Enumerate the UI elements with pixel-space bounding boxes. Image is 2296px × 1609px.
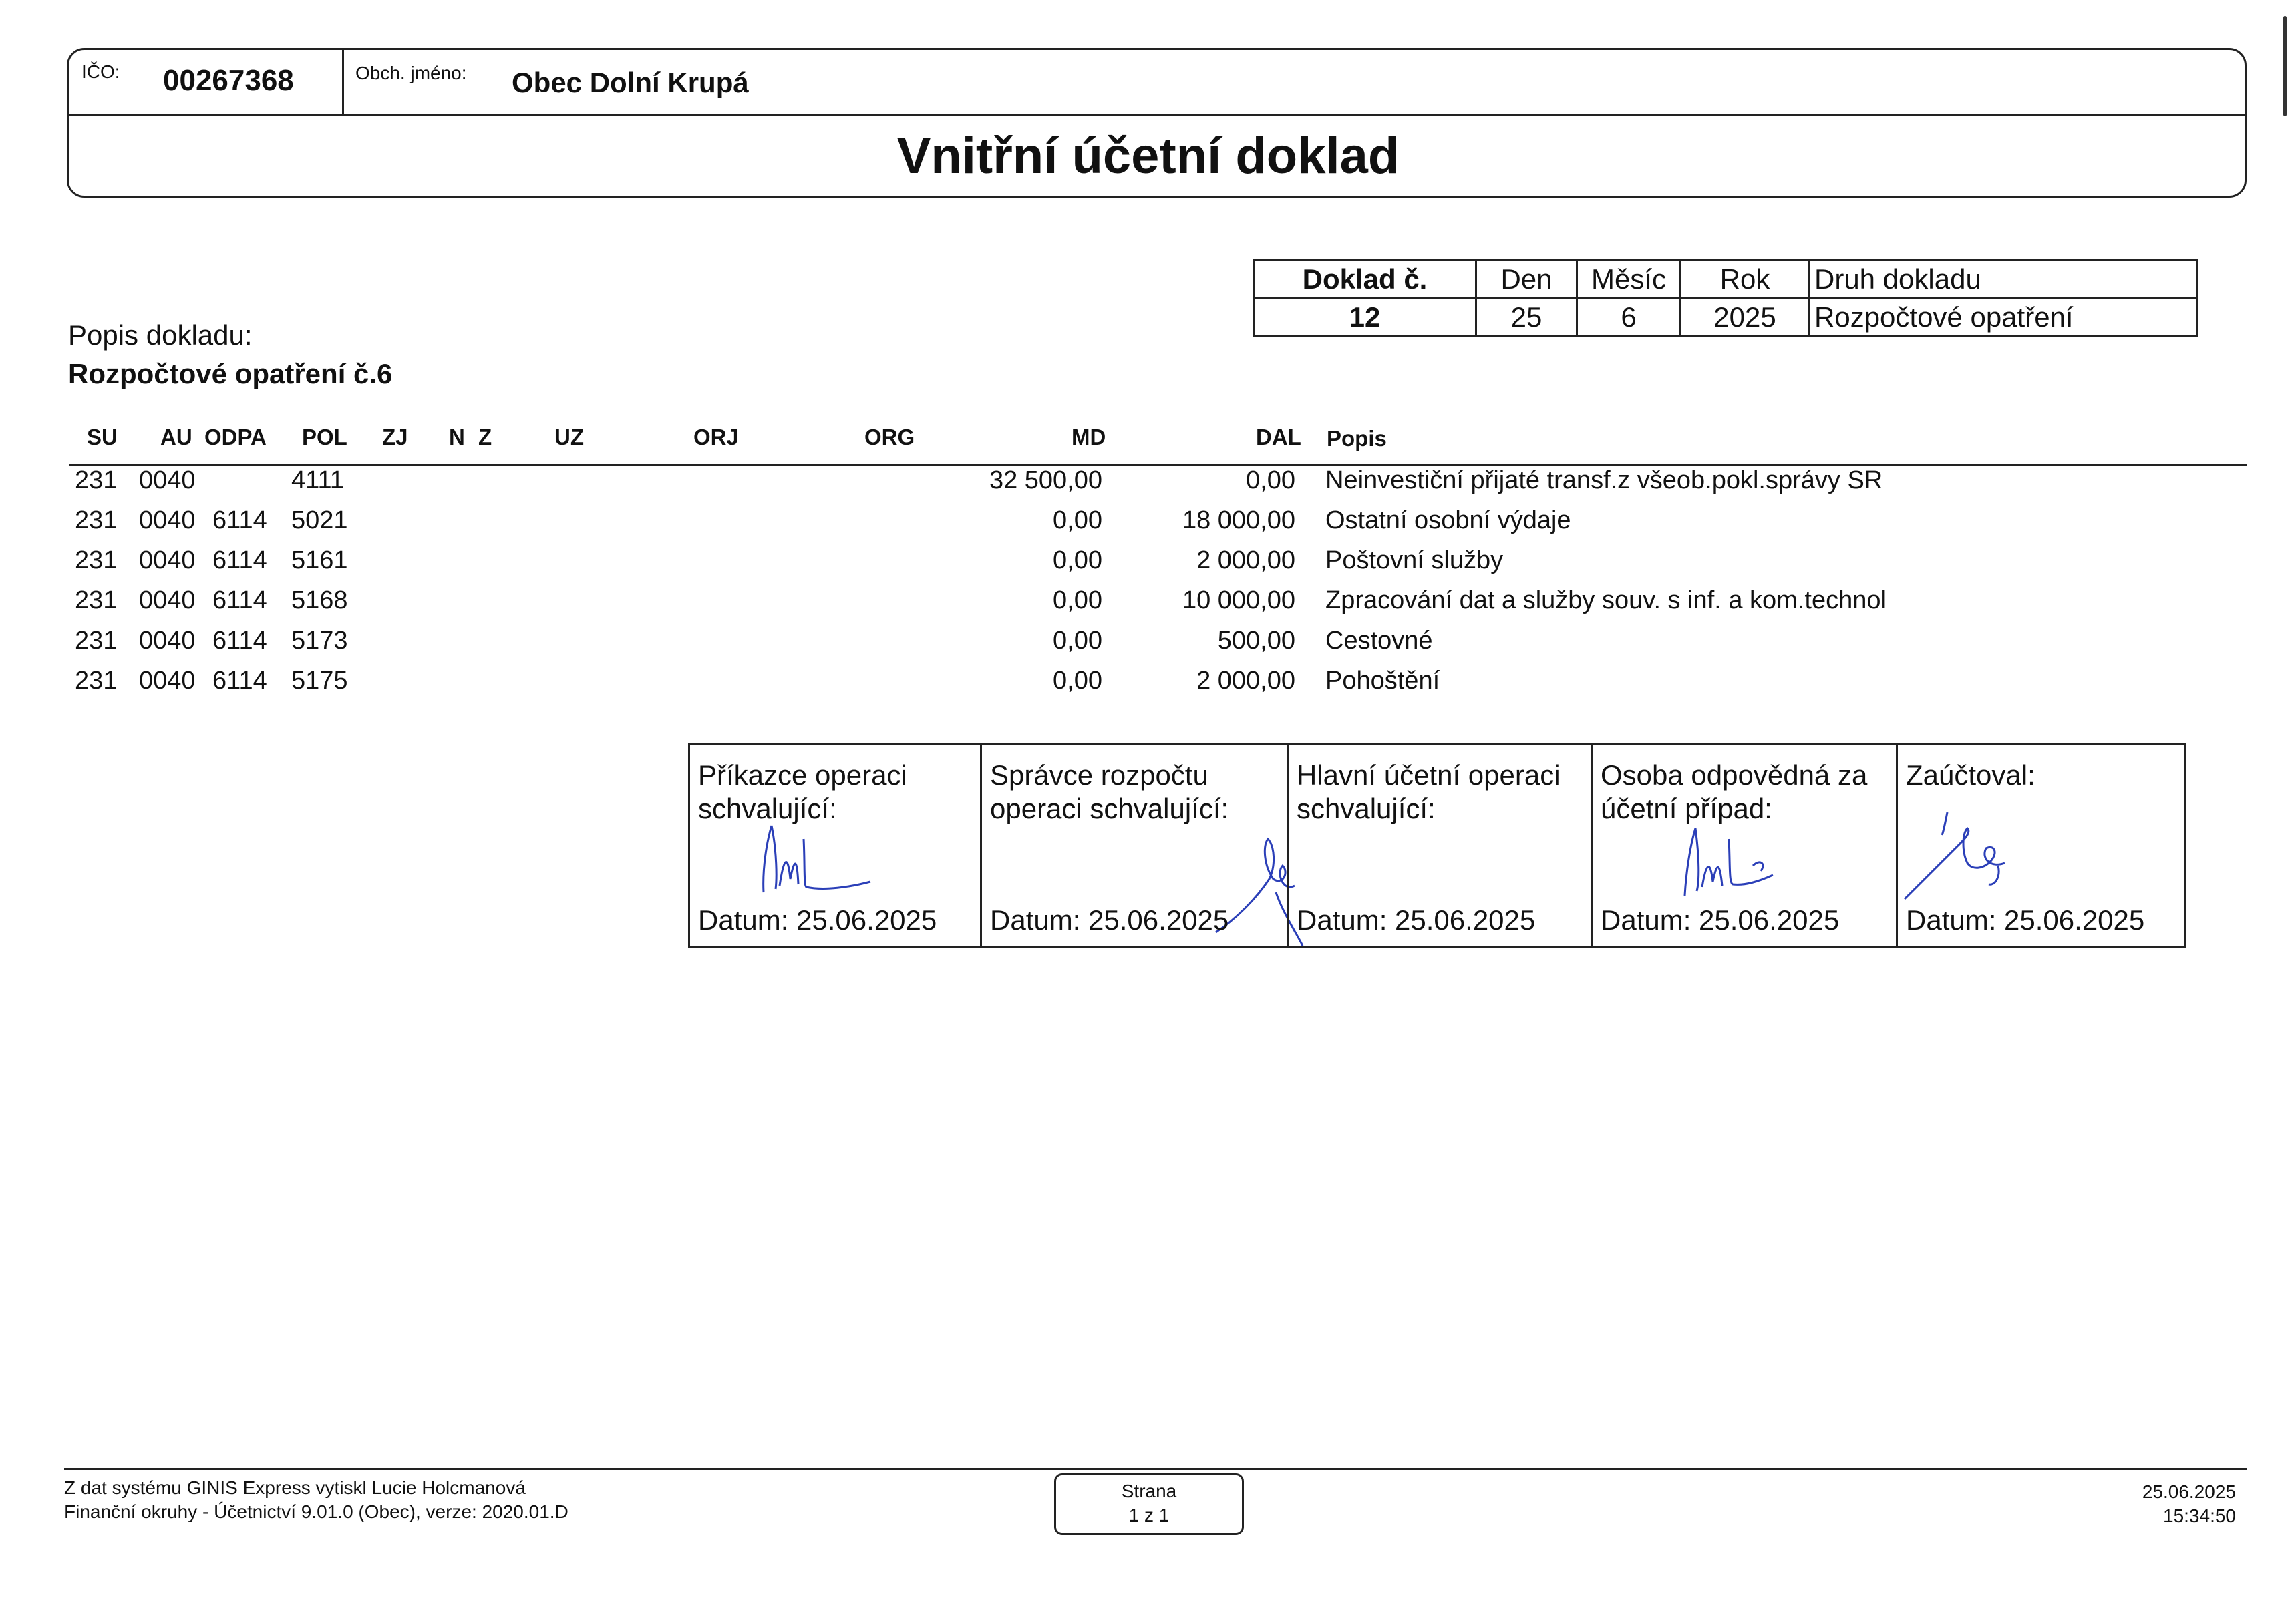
page-value: 1 z 1 — [1128, 1505, 1170, 1526]
cell-su: 231 — [75, 667, 118, 695]
signature-role: Osoba odpovědná za účetní případ: — [1601, 759, 1868, 824]
cell-su: 231 — [75, 546, 118, 574]
cell-au: 0040 — [139, 466, 196, 494]
cell-popis: Cestovné — [1325, 627, 1433, 655]
signature-box-hlavni-ucetni — [1287, 743, 1593, 948]
signature-box-osoba-odpovedna — [1591, 743, 1898, 948]
table-row — [0, 466, 2296, 506]
col-header-su: SU — [87, 425, 118, 450]
signature-box-prikazce — [688, 743, 982, 948]
meta-label-den: Den — [1476, 260, 1577, 299]
col-header-odpa: ODPA — [204, 425, 267, 450]
cell-odpa: 6114 — [212, 546, 267, 574]
footer-printed-by: Z dat systému GINIS Express vytiskl Lucie Holcmanová — [64, 1477, 526, 1498]
cell-pol: 5173 — [291, 627, 348, 655]
page-label: Strana — [1121, 1481, 1177, 1501]
cell-au: 0040 — [139, 506, 196, 534]
handwritten-signature — [1673, 812, 1806, 899]
footer-rule — [64, 1468, 2247, 1470]
cell-dal: 0,00 — [1246, 466, 1295, 494]
meta-value-rok: 2025 — [1681, 299, 1810, 337]
signature-role: Hlavní účetní operaci schvalující: — [1297, 759, 1561, 824]
meta-label-druh: Druh dokladu — [1810, 260, 2198, 299]
cell-dal: 2 000,00 — [1196, 667, 1295, 695]
cell-su: 231 — [75, 506, 118, 534]
table-header-rule — [69, 464, 2247, 466]
col-header-org: ORG — [864, 425, 915, 450]
footer-timestamp — [2142, 1480, 2236, 1528]
footer-print-info — [64, 1476, 568, 1524]
table-row — [0, 546, 2296, 586]
cell-pol: 5021 — [291, 506, 348, 534]
signature-date: Datum: 25.06.2025 — [990, 904, 1229, 936]
page-counter — [1054, 1473, 1244, 1535]
col-header-zj: ZJ — [382, 425, 408, 450]
meta-label-mesic: Měsíc — [1577, 260, 1681, 299]
cell-popis: Ostatní osobní výdaje — [1325, 506, 1571, 534]
cell-odpa: 6114 — [212, 627, 267, 655]
cell-pol: 5175 — [291, 667, 348, 695]
handwritten-signature — [1898, 799, 2045, 906]
cell-au: 0040 — [139, 546, 196, 574]
cell-dal: 10 000,00 — [1182, 586, 1295, 614]
company-name: Obec Dolní Krupá — [512, 67, 749, 98]
cell-md: 32 500,00 — [989, 466, 1102, 494]
cell-popis: Zpracování dat a služby souv. s inf. a kom.technol — [1325, 586, 1887, 614]
cell-su: 231 — [75, 627, 118, 655]
col-header-n: N — [449, 425, 465, 450]
footer-time: 15:34:50 — [2163, 1505, 2236, 1526]
table-row — [0, 627, 2296, 667]
meta-value-doklad: 12 — [1254, 299, 1476, 337]
col-header-dal: DAL — [1256, 425, 1301, 450]
signature-date: Datum: 25.06.2025 — [1601, 904, 1840, 936]
cell-md: 0,00 — [1053, 667, 1102, 695]
signature-role: Zaúčtoval: — [1906, 759, 2035, 791]
document-title: Vnitřní účetní doklad — [896, 128, 1400, 184]
cell-odpa: 6114 — [212, 506, 267, 534]
col-header-au: AU — [160, 425, 192, 450]
table-row — [0, 586, 2296, 627]
cell-md: 0,00 — [1053, 586, 1102, 614]
meta-value-druh: Rozpočtové opatření — [1810, 299, 2198, 337]
meta-value-mesic: 6 — [1577, 299, 1681, 337]
cell-dal: 500,00 — [1217, 627, 1295, 655]
col-header-popis: Popis — [1327, 426, 1387, 451]
footer-date: 25.06.2025 — [2142, 1481, 2236, 1502]
cell-au: 0040 — [139, 667, 196, 695]
description-label: Popis dokladu: — [68, 319, 253, 351]
name-label: Obch. jméno: — [355, 63, 467, 83]
cell-pol: 5168 — [291, 586, 348, 614]
col-header-pol: POL — [302, 425, 347, 450]
header-divider-horizontal — [67, 114, 2247, 116]
cell-md: 0,00 — [1053, 506, 1102, 534]
cell-odpa: 6114 — [212, 586, 267, 614]
cell-au: 0040 — [139, 627, 196, 655]
cell-popis: Pohoštění — [1325, 667, 1440, 695]
cell-pol: 5161 — [291, 546, 348, 574]
signature-date: Datum: 25.06.2025 — [1906, 904, 2145, 936]
cell-md: 0,00 — [1053, 546, 1102, 574]
cell-popis: Poštovní služby — [1325, 546, 1504, 574]
col-header-uz: UZ — [554, 425, 584, 450]
header-divider-vertical — [342, 48, 344, 115]
col-header-orj: ORJ — [693, 425, 739, 450]
cell-dal: 18 000,00 — [1182, 506, 1295, 534]
signature-date: Datum: 25.06.2025 — [698, 904, 937, 936]
ico-label: IČO: — [81, 61, 120, 82]
ico-value: 00267368 — [163, 64, 294, 97]
col-header-md: MD — [1072, 425, 1106, 450]
description-value: Rozpočtové opatření č.6 — [68, 358, 393, 389]
cell-au: 0040 — [139, 586, 196, 614]
col-header-z: Z — [478, 425, 492, 450]
cell-su: 231 — [75, 586, 118, 614]
meta-label-doklad: Doklad č. — [1254, 260, 1476, 299]
cell-su: 231 — [75, 466, 118, 494]
handwritten-signature — [750, 812, 897, 899]
cell-popis: Neinvestiční přijaté transf.z všeob.pokl.správy SR — [1325, 466, 1883, 494]
signature-role: Příkazce operaci schvalující: — [698, 759, 907, 824]
table-row — [0, 667, 2296, 707]
meta-value-den: 25 — [1476, 299, 1577, 337]
page-edge-mark — [2283, 16, 2287, 116]
signature-section — [688, 743, 2186, 948]
signature-role: Správce rozpočtu operaci schvalující: — [990, 759, 1229, 824]
cell-pol: 4111 — [291, 466, 344, 494]
meta-label-rok: Rok — [1681, 260, 1810, 299]
cell-dal: 2 000,00 — [1196, 546, 1295, 574]
signature-box-zauctoval — [1896, 743, 2186, 948]
signature-date: Datum: 25.06.2025 — [1297, 904, 1536, 936]
signature-box-spravce — [980, 743, 1289, 948]
cell-odpa: 6114 — [212, 667, 267, 695]
document-meta-table — [1253, 259, 2198, 337]
cell-md: 0,00 — [1053, 627, 1102, 655]
table-row — [0, 506, 2296, 546]
footer-version: Finanční okruhy - Účetnictví 9.01.0 (Obec), verze: 2020.01.D — [64, 1501, 568, 1522]
